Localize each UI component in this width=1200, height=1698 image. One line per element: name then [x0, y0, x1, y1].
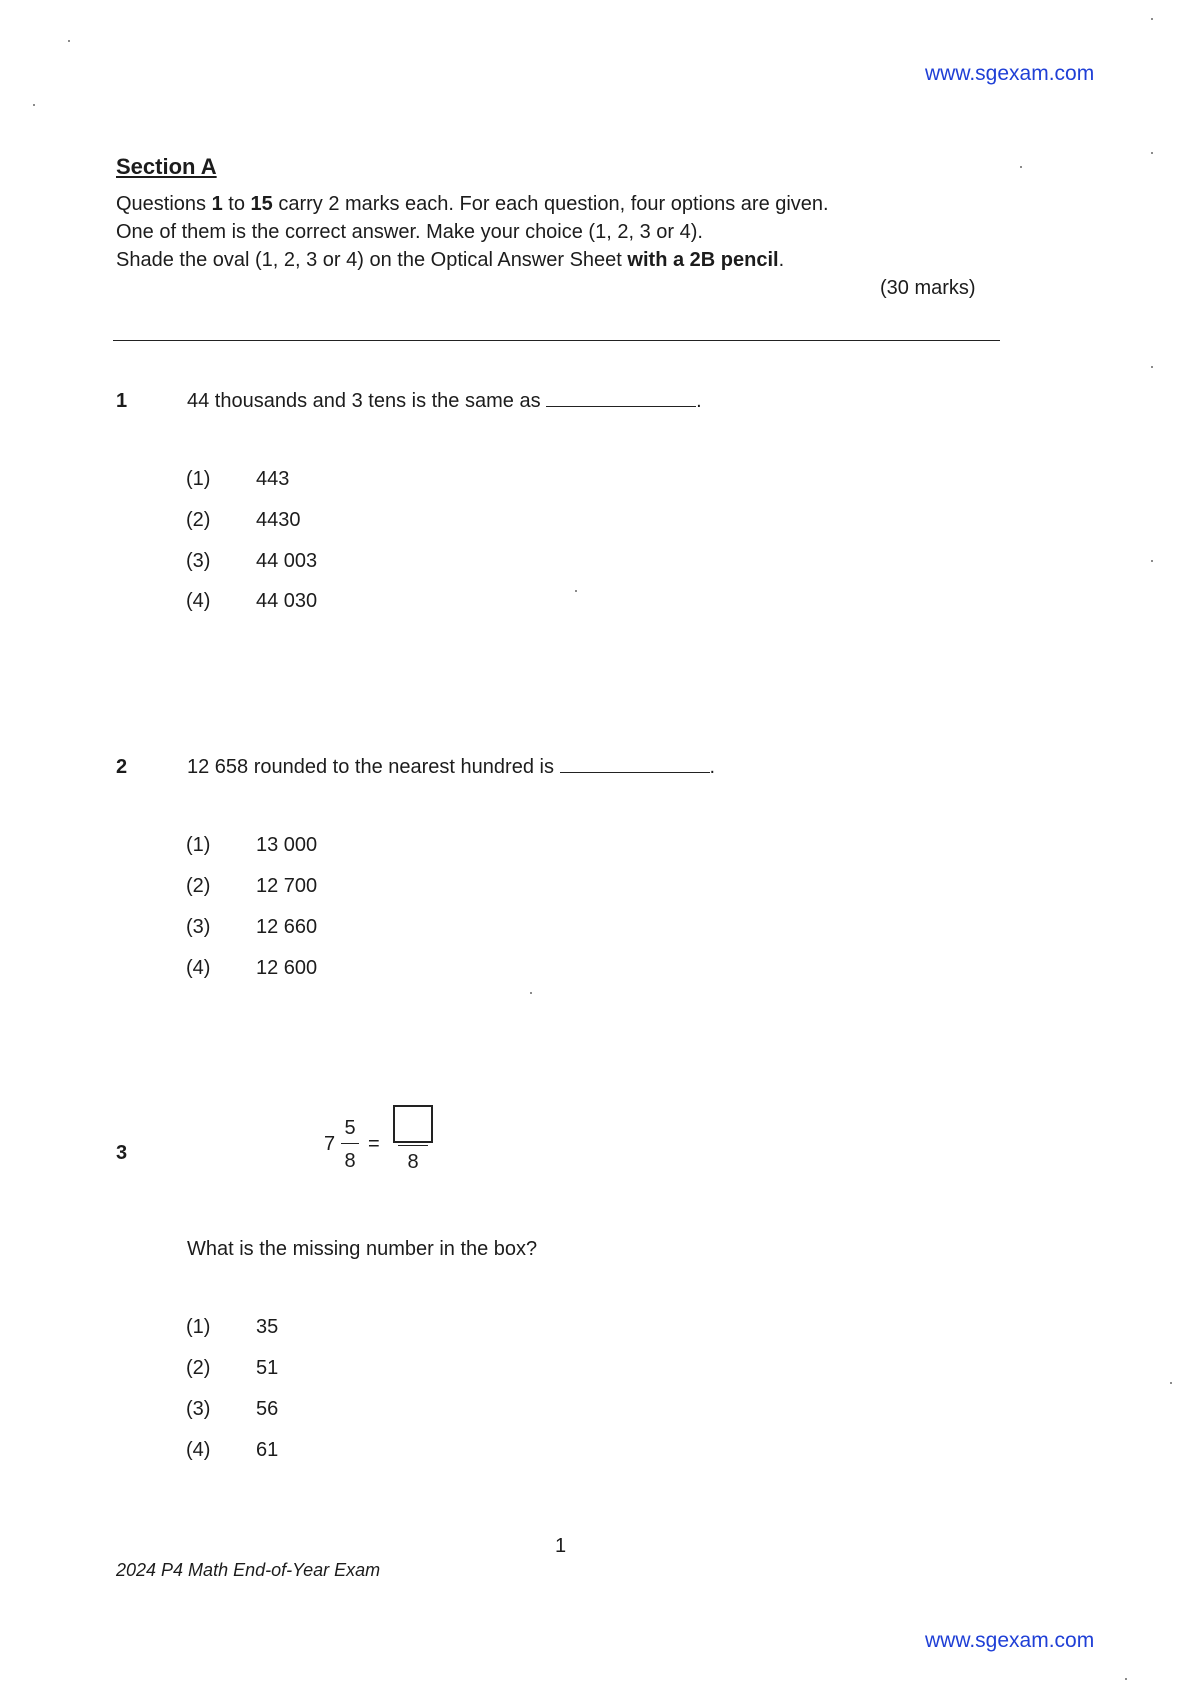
scan-speck [530, 992, 532, 994]
instruction-line-3: Shade the oval (1, 2, 3 or 4) on the Optical Answer Sheet with a 2B pencil. [116, 249, 785, 271]
fraction-denominator: 8 [344, 1150, 356, 1172]
question-2-text: 12 658 rounded to the nearest hundred is . [187, 756, 716, 778]
question-2-option-3: (3) 12 660 [186, 916, 318, 938]
scan-speck [1151, 560, 1153, 562]
website-link-top[interactable]: www.sgexam.com [925, 62, 1095, 85]
question-3-option-4: (4) 61 [186, 1439, 279, 1461]
instruction-line-1: Questions 1 to 15 carry 2 marks each. For each question, four options are given. [116, 193, 829, 215]
question-1-option-1: (1) 443 [186, 468, 290, 490]
section-divider [113, 340, 1000, 341]
question-1-option-2: (2) 4430 [186, 509, 301, 531]
equals-sign: = [368, 1133, 380, 1155]
instruction-line-2: One of them is the correct answer. Make your choice (1, 2, 3 or 4). [116, 221, 703, 243]
scan-speck [33, 104, 35, 106]
exam-title: 2024 P4 Math End-of-Year Exam [116, 1560, 381, 1580]
fraction-bar [341, 1143, 359, 1144]
mixed-number-whole: 7 [324, 1133, 336, 1155]
scan-speck [1151, 18, 1153, 20]
question-1-option-4: (4) 44 030 [186, 590, 318, 612]
question-2-option-1: (1) 13 000 [186, 834, 318, 856]
fraction-equation [320, 1105, 440, 1177]
scan-speck [1125, 1678, 1127, 1680]
fraction-numerator: 5 [344, 1117, 356, 1139]
website-link-bottom[interactable]: www.sgexam.com [925, 1629, 1095, 1652]
question-3-option-3: (3) 56 [186, 1398, 279, 1420]
instructions [116, 190, 1016, 274]
scan-speck [575, 590, 577, 592]
rhs-denominator: 8 [407, 1151, 419, 1173]
question-1-number: 1 [116, 390, 128, 412]
scan-speck [1151, 366, 1153, 368]
total-marks: (30 marks) [880, 277, 976, 299]
question-1-option-3: (3) 44 003 [186, 550, 318, 572]
scan-speck [1020, 166, 1022, 168]
question-3-option-2: (2) 51 [186, 1357, 279, 1379]
missing-number-box [393, 1105, 433, 1143]
page-number: 1 [555, 1535, 567, 1557]
question-2-option-4: (4) 12 600 [186, 957, 318, 979]
question-2-option-2: (2) 12 700 [186, 875, 318, 897]
question-1-text: 44 thousands and 3 tens is the same as . [187, 390, 702, 412]
question-3-option-1: (1) 35 [186, 1316, 279, 1338]
scan-speck [1151, 152, 1153, 154]
question-2-number: 2 [116, 756, 128, 778]
scan-speck [1170, 1382, 1172, 1384]
question-3-text: What is the missing number in the box? [187, 1238, 538, 1260]
scan-speck [68, 40, 70, 42]
answer-blank [546, 388, 696, 407]
fraction-bar-rhs [398, 1145, 428, 1146]
answer-blank [560, 754, 710, 773]
question-3-number: 3 [116, 1142, 128, 1164]
section-title: Section A [116, 154, 217, 179]
